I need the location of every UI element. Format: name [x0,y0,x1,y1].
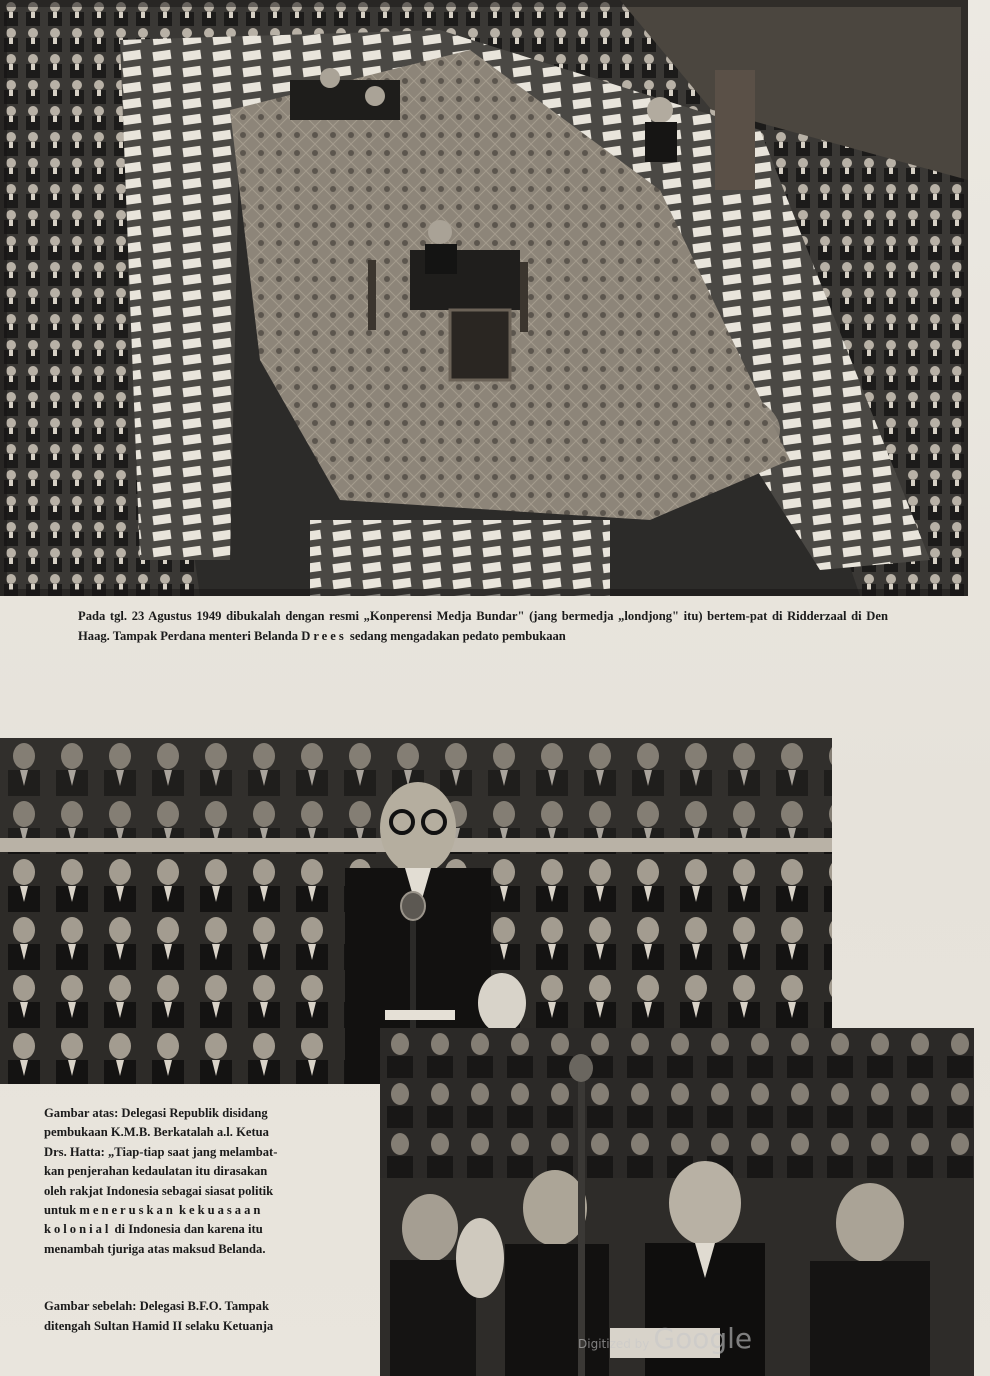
caption-upper-line-6-a: untuk [44,1203,80,1218]
photo-conference-hall [0,0,968,596]
scan-watermark [578,1322,752,1355]
watermark-small-text: Digitized by [578,1337,650,1351]
caption-top-spaced-name: Drees [301,629,347,643]
bleed-through-texture [575,650,975,740]
caption-top-text-2: sedang mengadakan pedato pembukaan [346,629,566,643]
caption-upper-line-8: menambah tjuriga atas maksud Belanda. [44,1241,266,1256]
caption-upper-line-6-spaced-2: kekuasaan [179,1203,264,1218]
caption-upper-line-4: kan penjerahan kedaulatan itu dirasakan [44,1164,268,1179]
caption-upper-line-1: Gambar atas: Delegasi Republik disidang [44,1106,268,1120]
caption-conference-opening [78,606,888,646]
caption-upper-line-6-spaced-1: meneruskan [79,1203,176,1218]
caption-lower-line-1: Gambar sebelah: Delegasi B.F.O. Tampak [44,1299,269,1314]
caption-upper-line-7-spaced: kolonial [44,1222,112,1237]
conference-hall-illustration [0,0,968,596]
caption-spacer [44,1259,366,1297]
caption-top-text-1: Pada tgl. 23 Agustus 1949 dibukalah dengan resmi „Konperensi Medja Bundar" (jang bermedja „londjong" itu) bertem-pat di Ridderzaal di Den Haag. Tampak Perdana menteri Belanda [78,609,888,643]
caption-upper-line-7-b: di Indonesia dan karena itu [111,1222,263,1237]
caption-upper-line-6 [44,1201,366,1220]
caption-upper-line-5: oleh rakjat Indonesia sebagai siasat politik [44,1183,274,1198]
caption-upper-line-3: Drs. Hatta: „Tiap-tiap saat jang melambat- [44,1144,278,1159]
watermark-logo-text: Google [653,1322,753,1355]
caption-delegations [44,1104,366,1336]
caption-upper-line-2: pembukaan K.M.B. Berkatalah a.l. Ketua [44,1125,269,1140]
caption-lower-line-2: ditengah Sultan Hamid II selaku Ketuanja [44,1318,274,1333]
caption-upper-line-7 [44,1220,366,1239]
